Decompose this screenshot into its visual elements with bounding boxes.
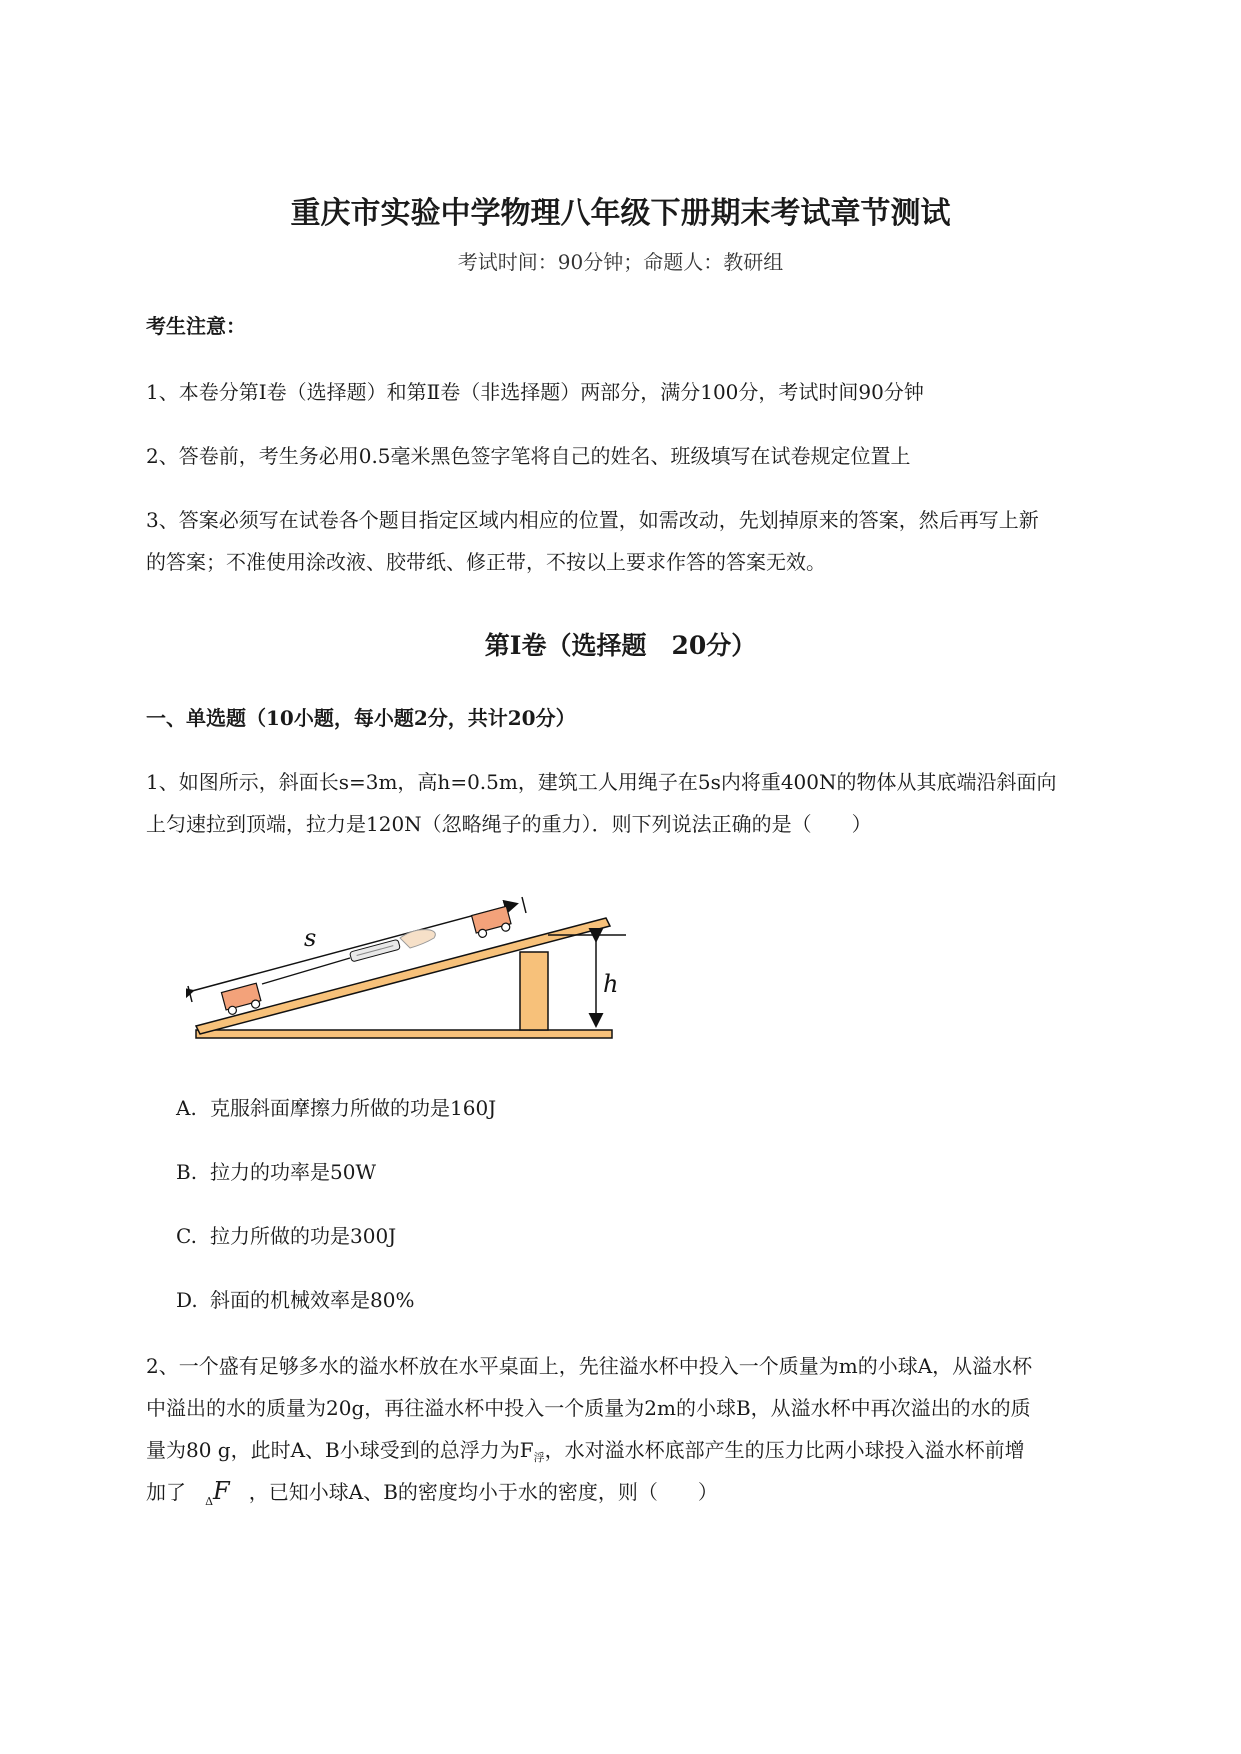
notice-heading: 考生注意： <box>146 314 246 338</box>
question-2-line-4 <box>146 1476 718 1508</box>
question-1-line-2: 上匀速拉到顶端，拉力是120N（忽略绳子的重力）．则下列说法正确的是（ ） <box>146 812 872 836</box>
option-text: 斜面的机械效率是80% <box>210 1288 415 1312</box>
question-1-line-1: 1、如图所示，斜面长s=3m，高h=0.5m，建筑工人用绳子在5s内将重400N的物体从其底端沿斜面向 <box>146 770 1057 794</box>
delta-symbol: Δ <box>205 1495 214 1508</box>
option-letter: B. <box>176 1160 198 1184</box>
buoyancy-subscript: 浮 <box>533 1451 545 1464</box>
notice-item-1: 1、本卷分第Ⅰ卷（选择题）和第Ⅱ卷（非选择题）两部分，满分100分，考试时间90分钟 <box>146 380 924 404</box>
option-letter: D. <box>176 1288 198 1312</box>
option-text: 拉力的功率是50W <box>210 1160 377 1184</box>
option-text: 克服斜面摩擦力所做的功是160J <box>210 1096 497 1120</box>
spring-scale <box>350 939 401 962</box>
rope <box>262 958 350 984</box>
q2-line4-part2: ，已知小球A、B的密度均小于水的密度，则（ ） <box>248 1480 718 1504</box>
option-b <box>176 1156 376 1185</box>
cart-top <box>472 906 513 938</box>
notice-item-3: 3、答案必须写在试卷各个题目指定区域内相应的位置，如需改动，先划掉原来的答案，然后再写上新 <box>146 508 1039 532</box>
section-title: 第Ⅰ卷（选择题 20分） <box>484 631 757 660</box>
base-board <box>196 1030 612 1038</box>
option-a <box>176 1092 496 1121</box>
label-h: h <box>603 970 619 998</box>
question-2-line-1: 2、一个盛有足够多水的溢水杯放在水平桌面上，先往溢水杯中投入一个质量为m的小球A，从溢水杯 <box>146 1354 1033 1378</box>
question-2-line-2: 中溢出的水的质量为20g，再往溢水杯中投入一个质量为2m的小球B，从溢水杯中再次溢出的水的质 <box>146 1396 1031 1420</box>
page-title: 重庆市实验中学物理八年级下册期末考试章节测试 <box>290 196 951 231</box>
question-2-line-3 <box>146 1434 1025 1465</box>
option-text: 拉力所做的功是300J <box>210 1224 397 1248</box>
option-letter: A. <box>176 1096 197 1120</box>
label-s: s <box>304 924 317 952</box>
length-arrow <box>192 904 516 991</box>
q2-line3-part2: ，水对溢水杯底部产生的压力比两小球投入溢水杯前增 <box>544 1438 1025 1462</box>
hand <box>400 930 435 948</box>
part-heading: 一、单选题（10小题，每小题2分，共计20分） <box>146 706 576 730</box>
notice-item-2: 2、答卷前，考生务必用0.5毫米黑色签字笔将自己的姓名、班级填写在试卷规定位置上 <box>146 444 911 468</box>
force-symbol: F <box>213 1477 230 1505</box>
option-c <box>176 1220 396 1249</box>
q2-line3-part1: 量为80 g，此时A、B小球受到的总浮力为F <box>146 1438 534 1462</box>
option-letter: C. <box>176 1224 197 1248</box>
exam-info: 考试时间：90分钟；命题人：教研组 <box>457 250 784 274</box>
support-post <box>520 952 548 1030</box>
option-d <box>176 1284 414 1313</box>
notice-item-3-cont: 的答案；不准使用涂改液、胶带纸、修正带，不按以上要求作答的答案无效。 <box>146 550 826 574</box>
q2-line4-part1: 加了 <box>146 1480 186 1504</box>
inclined-plane-figure <box>186 880 646 1050</box>
